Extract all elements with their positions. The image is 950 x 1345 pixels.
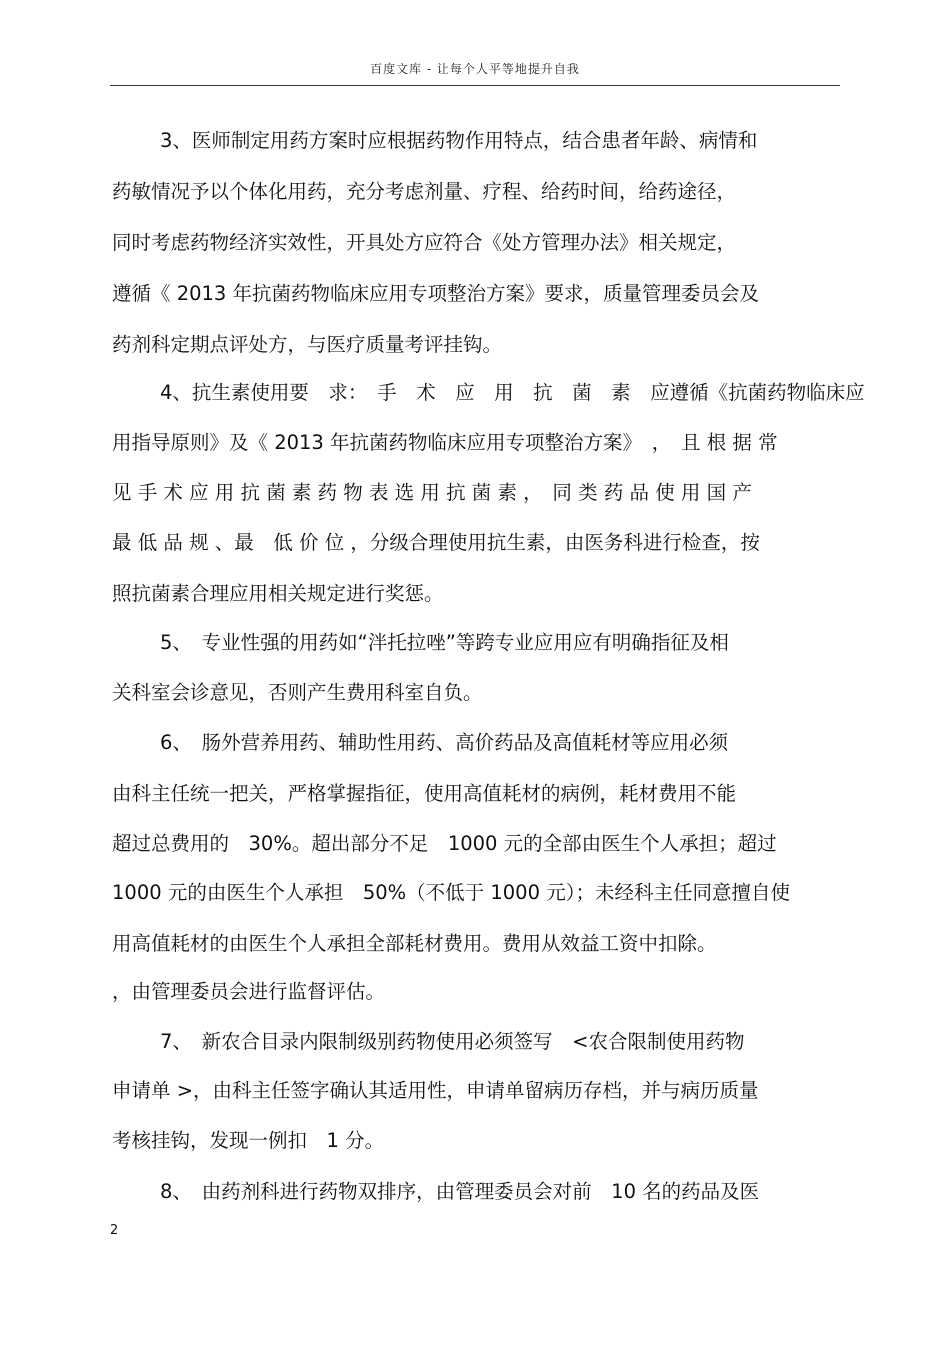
paragraph-line: 1000 元的由医生个人承担 50%（不低于 1000 元）；未经科主任同意擅自使 — [112, 881, 790, 904]
paragraph-line: 最 低 品 规 、最 低 价 位 ，分级合理使用抗生素，由医务科进行检查，按 — [112, 531, 760, 554]
page-header: 百度文库 - 让每个人平等地提升自我 — [370, 62, 580, 76]
paragraph-line: 药敏情况予以个体化用药，充分考虑剂量、疗程、给药时间，给药途径， — [112, 180, 737, 203]
paragraph-line: 用指导原则》及《 2013 年抗菌药物临床应用专项整治方案》 ， 且 根 据 常 — [112, 431, 778, 454]
paragraph-line: 5、 专业性强的用药如“泮托拉唑”等跨专业应用应有明确指征及相 — [160, 631, 729, 654]
page-number: 2 — [110, 1223, 119, 1238]
paragraph-line: 药剂科定期点评处方，与医疗质量考评挂钩。 — [112, 333, 503, 356]
paragraph-line: 见 手 术 应 用 抗 菌 素 药 物 表 选 用 抗 菌 素 ， 同 类 药 品 使 用 国 产 — [112, 481, 752, 504]
paragraph-line: 用高值耗材的由医生个人承担全部耗材费用。费用从效益工资中扣除。 — [112, 932, 717, 955]
paragraph-line: 3、医师制定用药方案时应根据药物作用特点，结合患者年龄、病情和 — [160, 129, 758, 152]
paragraph-line: 遵循《 2013 年抗菌药物临床应用专项整治方案》要求，质量管理委员会及 — [112, 282, 760, 305]
paragraph-line: 由科主任统一把关，严格掌握指征，使用高值耗材的病例，耗材费用不能 — [112, 782, 737, 805]
paragraph-line: 关科室会诊意见，否则产生费用科室自负。 — [112, 681, 483, 704]
header-divider — [110, 85, 840, 86]
paragraph-line: 超过总费用的 30%。超出部分不足 1000 元的全部由医生个人承担；超过 — [112, 832, 777, 855]
paragraph-line: 6、 肠外营养用药、辅助性用药、高价药品及高值耗材等应用必须 — [160, 731, 729, 754]
paragraph-line: 7、 新农合目录内限制级别药物使用必须签写 <农合限制使用药物 — [160, 1030, 745, 1053]
paragraph-line: ，由管理委员会进行监督评估。 — [112, 980, 386, 1003]
paragraph-line: 申请单 >，由科主任签字确认其适用性，申请单留病历存档，并与病历质量 — [112, 1079, 759, 1102]
paragraph-line: 8、 由药剂科进行药物双排序，由管理委员会对前 10 名的药品及医 — [160, 1180, 760, 1203]
paragraph-line: 考核挂钩，发现一例扣 1 分。 — [112, 1129, 385, 1152]
paragraph-line: 照抗菌素合理应用相关规定进行奖惩。 — [112, 582, 444, 605]
paragraph-line: 4、抗生素使用要 求： 手 术 应 用 抗 菌 素 应遵循《抗菌药物临床应 — [160, 381, 865, 404]
paragraph-line: 同时考虑药物经济实效性，开具处方应符合《处方管理办法》相关规定， — [112, 231, 737, 254]
